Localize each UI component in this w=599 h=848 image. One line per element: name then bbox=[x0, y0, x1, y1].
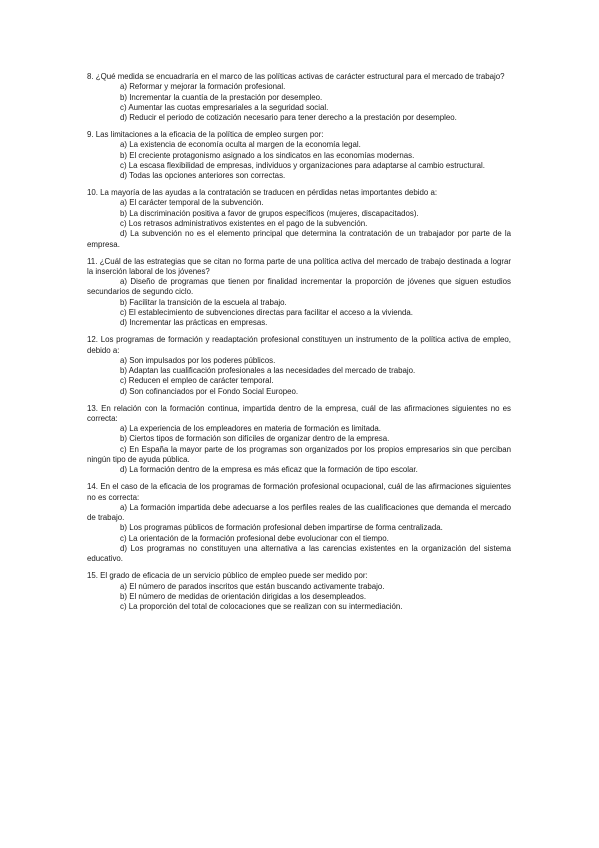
answer-option: b) Los programas públicos de formación profesional deben impartirse de forma centralizada. bbox=[120, 523, 443, 533]
answer-option: d) Reducir el periodo de cotización necesario para tener derecho a la prestación por desempleo. bbox=[120, 113, 457, 123]
answer-option: d) Incrementar las prácticas en empresas. bbox=[120, 318, 268, 328]
answer-option: a) La existencia de economía oculta al margen de la economía legal. bbox=[120, 140, 361, 150]
question-text: 12. Los programas de formación y readaptación profesional constituyen un instrumento de la política activa de empleo, debido a: bbox=[87, 335, 511, 355]
question-block bbox=[87, 257, 511, 329]
answer-option: d) Son cofinanciados por el Fondo Social Europeo. bbox=[120, 386, 299, 396]
answer-option: b) El creciente protagonismo asignado a los sindicatos en las economías modernas. bbox=[120, 150, 415, 160]
question-block bbox=[87, 482, 511, 564]
question-block bbox=[87, 188, 511, 250]
answer-option: d) La formación dentro de la empresa es más eficaz que la formación de tipo escolar. bbox=[120, 465, 418, 475]
answer-option: d) Los programas no constituyen una alternativa a las carencias existentes en la organización del sistema educativo. bbox=[87, 544, 511, 564]
answer-option: c) El establecimiento de subvenciones directas para facilitar el acceso a la vivienda. bbox=[120, 308, 413, 318]
answer-option: a) Son impulsados por los poderes públicos. bbox=[120, 355, 276, 365]
question-list bbox=[87, 72, 511, 619]
answer-option: c) La orientación de la formación profesional debe evolucionar con el tiempo. bbox=[120, 533, 389, 543]
answer-option: a) El número de parados inscritos que están buscando activamente trabajo. bbox=[120, 581, 385, 591]
answer-option: a) Reformar y mejorar la formación profesional. bbox=[120, 82, 286, 92]
answer-option: a) La formación impartida debe adecuarse a los perfiles reales de las cualificaciones que demanda el mercado de trabajo. bbox=[87, 502, 511, 523]
question-text: 11. ¿Cuál de las estrategias que se citan no forma parte de una política activa del mercado de trabajo destinada a lograr la inserción laboral de los jóvenes? bbox=[87, 256, 511, 276]
answer-option: a) El carácter temporal de la subvención. bbox=[120, 198, 264, 208]
question-block bbox=[87, 571, 511, 612]
answer-option: d) La subvención no es el elemento principal que determina la contratación de un trabajador por parte de la empresa. bbox=[87, 229, 511, 249]
question-text: 13. En relación con la formación continua, impartida dentro de la empresa, cuál de las afirmaciones siguientes no es correcta: bbox=[87, 403, 511, 423]
answer-option: a) Diseño de programas que tienen por finalidad incrementar la proporción de jóvenes que siguen estudios secundarios de segundo ciclo. bbox=[87, 277, 511, 297]
question-block bbox=[87, 72, 511, 123]
answer-option: b) Incrementar la cuantía de la prestación por desempleo. bbox=[120, 92, 323, 102]
answer-option: d) Todas las opciones anteriores son correctas. bbox=[120, 171, 286, 181]
answer-option: c) Los retrasos administrativos existentes en el pago de la subvención. bbox=[120, 219, 368, 229]
question-block bbox=[87, 130, 511, 181]
answer-option: b) La discriminación positiva a favor de grupos específicos (mujeres, discapacitados). bbox=[120, 208, 419, 218]
answer-option: c) La escasa flexibilidad de empresas, individuos y organizaciones para adaptarse al cambio estructural. bbox=[120, 160, 485, 170]
question-text: 10. La mayoría de las ayudas a la contratación se traducen en pérdidas netas importantes debido a: bbox=[87, 188, 438, 198]
answer-option: c) En España la mayor parte de los programas son organizados por los propios empresarios sin que perciban ningún tipo de ayuda pública. bbox=[87, 444, 511, 465]
answer-option: c) Aumentar las cuotas empresariales a la seguridad social. bbox=[120, 102, 329, 112]
answer-option: c) Reducen el empleo de carácter temporal. bbox=[120, 376, 274, 386]
question-block bbox=[87, 335, 511, 397]
question-block bbox=[87, 404, 511, 476]
question-text: 8. ¿Qué medida se encuadraría en el marco de las políticas activas de carácter estructural para el mercado de trabajo? bbox=[87, 72, 505, 81]
answer-option: c) La proporción del total de colocaciones que se realizan con su intermediación. bbox=[120, 602, 403, 612]
answer-option: b) Ciertos tipos de formación son difíciles de organizar dentro de la empresa. bbox=[120, 434, 390, 444]
question-text: 14. En el caso de la eficacia de los programas de formación profesional ocupacional, cuál de las afirmaciones siguientes no es correcta: bbox=[87, 482, 511, 502]
answer-option: b) Facilitar la transición de la escuela al trabajo. bbox=[120, 297, 287, 307]
question-text: 15. El grado de eficacia de un servicio público de empleo puede ser medido por: bbox=[87, 571, 368, 581]
answer-option: a) La experiencia de los empleadores en materia de formación es limitada. bbox=[120, 424, 381, 434]
question-text: 9. Las limitaciones a la eficacia de la política de empleo surgen por: bbox=[87, 130, 324, 140]
answer-option: b) Adaptan las cualificación profesionales a las necesidades del mercado de trabajo. bbox=[120, 366, 416, 376]
answer-option: b) El número de medidas de orientación dirigidas a los desempleados. bbox=[120, 591, 367, 601]
